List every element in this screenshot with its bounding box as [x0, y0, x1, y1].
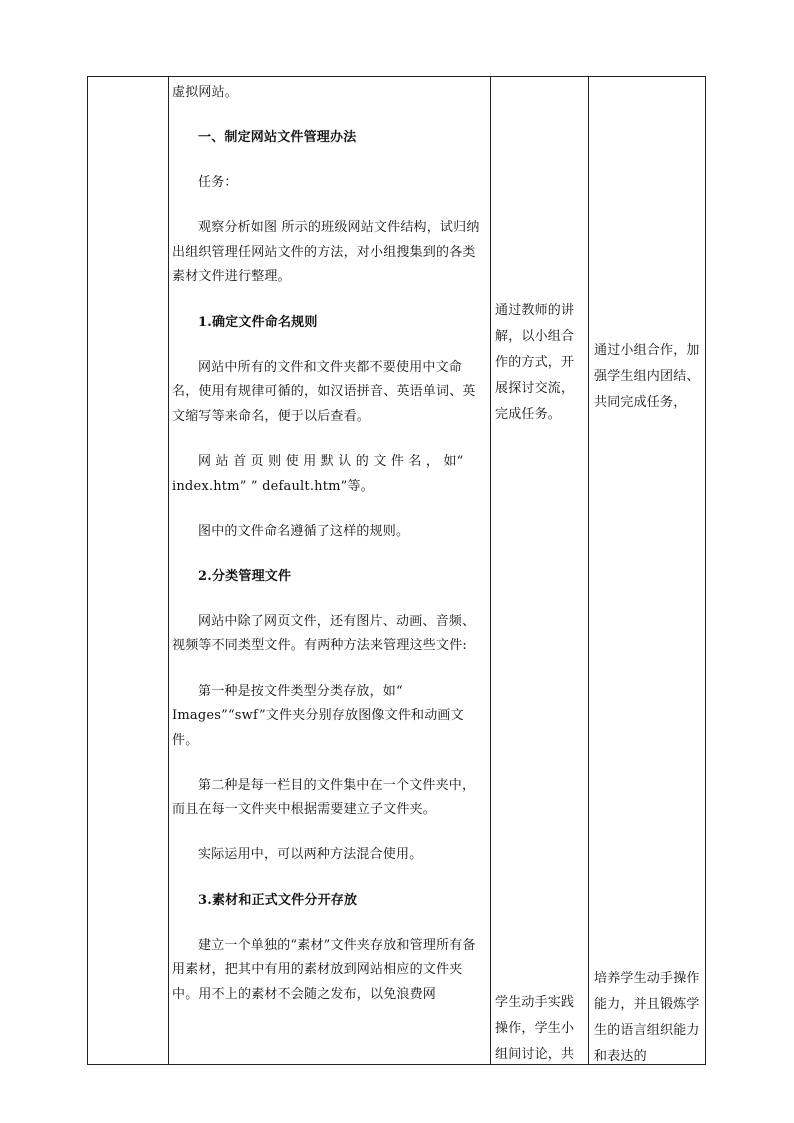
paragraph: 网站中所有的文件和文件夹都不要使用中文命名，使用有规律可循的，如汉语拼音、英语单词、英文缩写等来命名，便于以后查看。 [172, 359, 476, 424]
paragraph: 第二种是每一栏目的文件集中在一个文件夹中，而且在每一文件夹中根据需要建立子文件夹。 [172, 777, 476, 818]
paragraph: 图中的文件命名遵循了这样的规则。 [198, 523, 410, 539]
design-intent-text: 培养学生动手操作能力，并且锻炼学生的语言组织能力和表达的 [594, 971, 700, 1064]
student-activity-text: 学生动手实践操作，学生小组间讨论，共 [495, 995, 575, 1062]
teaching-content-cell [172, 76, 482, 1028]
subsection-heading: 2.分类管理文件 [198, 568, 292, 584]
design-intent-text: 通过小组合作，加强学生组内团结、共同完成任务， [594, 343, 700, 410]
subsection-heading: 1.确定文件命名规则 [198, 314, 318, 330]
student-activity-text: 通过教师的讲解，以小组合作的方式，开展探讨交流，完成任务。 [495, 303, 575, 422]
paragraph: 虚拟网站。 [172, 85, 239, 100]
paragraph: 任务： [198, 175, 238, 191]
column-divider [588, 77, 589, 1064]
paragraph: 观察分析如图 所示的班级网站文件结构，试归纳出组织管理任网站文件的方法，对小组搜集到的各类素材文件进行整理。 [172, 220, 480, 285]
paragraph: 实际运用中，可以两种方法混合使用。 [198, 847, 423, 863]
column-divider [168, 77, 169, 1064]
paragraph: 网站中除了网页文件，还有图片、动画、音频、视频等不同类型文件。有两种方法来管理这些文件: [172, 613, 476, 654]
paragraph: 第一种是按文件类型分类存放，如“ Images”“swf”文件夹分别存放图像文件和动画文件。 [172, 683, 464, 748]
paragraph: 网 站 首 页 则 使 用 默 认 的 文 件 名 ， 如“ index.htm” ” default.htm”等。 [172, 453, 464, 494]
subsection-heading: 3.素材和正式文件分开存放 [198, 892, 358, 908]
column-divider [490, 77, 491, 1064]
section-heading: 一、制定网站文件管理办法 [198, 130, 357, 146]
paragraph: 建立一个单独的“素材”文件夹存放和管理所有备用素材，把其中有用的素材放到网站相应的文件夹中。用不上的素材不会随之发布，以免浪费网 [172, 937, 476, 1002]
